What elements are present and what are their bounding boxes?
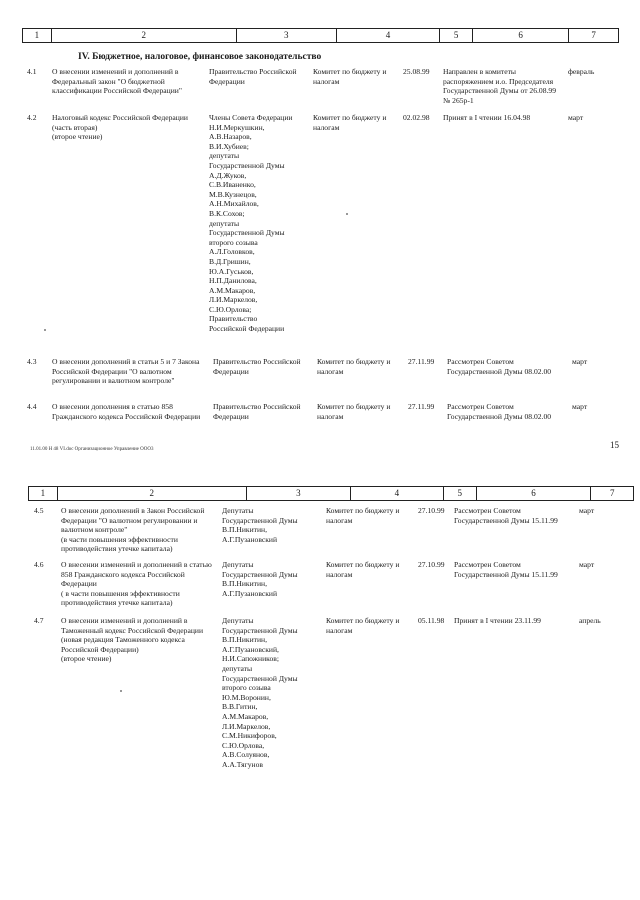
submission-date: 27.11.99 — [408, 402, 435, 411]
submission-date: 02.02.98 — [403, 113, 430, 122]
responsible-committee: Комитет по бюджету и налогам — [326, 616, 400, 635]
bill-authors: Депутаты Государственной Думы В.П.Никитин, А.Г.Пузановский — [222, 506, 298, 544]
row-number: 4.7 — [34, 616, 44, 625]
planned-month: февраль — [568, 67, 595, 76]
column-number: 4 — [337, 29, 440, 42]
bill-title: Налоговый кодекс Российской Федерации (часть вторая) (второе чтение) — [52, 113, 188, 142]
column-number: 5 — [440, 29, 473, 42]
responsible-committee: Комитет по бюджету и налогам — [317, 402, 391, 421]
row-number: 4.6 — [34, 560, 44, 569]
column-number: 6 — [477, 487, 592, 500]
responsible-committee: Комитет по бюджету и налогам — [317, 357, 391, 376]
bill-authors: Члены Совета Федерации Н.И.Меркушкин, А.В.Назаров, В.И.Хубиев; депутаты Государственной Думы А.Д.Жуков, С.В.Иваненко, М.В.Кузнецов, А.Н.Михайлов, В.К.Сохов; депутаты Государственной Думы второго созыва А.Л.Головков, В.Д.Гришин, Ю.А.Гуськов, Н.П.Данилова, А.М.Макаров, Л.И.Маркелов, С.Ю.Орлова; Правительство Российской Федерации — [209, 113, 293, 334]
bill-status: Рассмотрен Советом Государственной Думы 15.11.99 — [454, 560, 558, 579]
bill-status: Рассмотрен Советом Государственной Думы 08.02.00 — [447, 357, 552, 376]
scan-speck — [44, 329, 46, 331]
planned-month: март — [579, 560, 595, 569]
responsible-committee: Комитет по бюджету и налогам — [326, 506, 400, 525]
responsible-committee: Комитет по бюджету и налогам — [313, 67, 387, 86]
column-number: 4 — [351, 487, 444, 500]
bill-title: О внесении изменений и дополнений в статью 858 Гражданского кодекса Российской Федерации ( в части повышения эффективности противодействия утечке капитала) — [61, 560, 212, 608]
column-number: 3 — [237, 29, 337, 42]
bill-authors: Правительство Российской Федерации — [209, 67, 297, 86]
bill-title: О внесении изменений и дополнений в Таможенный кодекс Российской Федерации (новая редакция Таможенного кодекса Российской Федерации) (второе чтение) — [61, 616, 204, 664]
scan-speck — [346, 213, 348, 215]
planned-month: март — [579, 506, 595, 515]
column-number-header — [28, 486, 634, 501]
responsible-committee: Комитет по бюджету и налогам — [326, 560, 400, 579]
bill-title: О внесении дополнений в Закон Российской Федерации "О валютном регулировании и валютном контроле" (в части повышения эффективности противодействия утечке капитала) — [61, 506, 205, 554]
bill-title: О внесении изменений и дополнений в Федеральный закон "О бюджетной классификации Российской Федерации" — [52, 67, 182, 96]
column-number: 5 — [444, 487, 477, 500]
column-number: 1 — [23, 29, 52, 42]
bill-title: О внесении дополнения в статью 858 Гражданского кодекса Российской Федерации — [52, 402, 201, 421]
column-number: 1 — [29, 487, 58, 500]
bill-status: Рассмотрен Советом Государственной Думы 08.02.00 — [447, 402, 552, 421]
column-number: 3 — [247, 487, 351, 500]
planned-month: март — [568, 113, 584, 122]
responsible-committee: Комитет по бюджету и налогам — [313, 113, 387, 132]
column-number: 6 — [473, 29, 569, 42]
row-number: 4.5 — [34, 506, 44, 515]
bill-title: О внесении дополнений в статьи 5 и 7 Закона Российской Федерации "О валютном регулировании и валютном контроле" — [52, 357, 200, 386]
submission-date: 27.10.99 — [418, 506, 445, 515]
page-number: 15 — [610, 440, 619, 450]
column-number: 7 — [609, 488, 615, 498]
column-number: 2 — [58, 487, 247, 500]
section-title: IV. Бюджетное, налоговое, финансовое законодательство — [78, 52, 322, 62]
column-number: 7 — [591, 30, 596, 40]
submission-date: 27.11.99 — [408, 357, 435, 366]
row-number: 4.1 — [27, 67, 37, 76]
bill-authors: Правительство Российской Федерации — [213, 357, 301, 376]
planned-month: март — [572, 402, 588, 411]
bill-status: Принят в I чтении 23.11.99 — [454, 616, 541, 625]
bill-status: Направлен в комитеты распоряжением и.о. Председателя Государственной Думы от 26.08.99 № 265р-1 — [443, 67, 556, 105]
submission-date: 27.10.99 — [418, 560, 445, 569]
column-number: 2 — [52, 29, 237, 42]
bill-status: Принят в I чтении 16.04.98 — [443, 113, 531, 122]
row-number: 4.2 — [27, 113, 37, 122]
bill-status: Рассмотрен Советом Государственной Думы 15.11.99 — [454, 506, 558, 525]
row-number: 4.3 — [27, 357, 37, 366]
planned-month: апрель — [579, 616, 601, 625]
submission-date: 25.08.99 — [403, 67, 430, 76]
scan-speck — [120, 690, 122, 692]
page-16 — [0, 470, 640, 900]
column-number-header — [22, 28, 619, 43]
bill-authors: Депутаты Государственной Думы В.П.Никитин, А.Г.Пузановский — [222, 560, 298, 598]
row-number: 4.4 — [27, 402, 37, 411]
document-footer: 11.01.00 Н 48 VI.doc Организационное Управление ООО3 — [30, 447, 154, 452]
submission-date: 05.11.98 — [418, 616, 445, 625]
bill-authors: Депутаты Государственной Думы В.П.Никитин, А.Г.Пузановский, Н.И.Сапожников; депутаты Государственной Думы второго созыва Ю.М.Воронин, В.В.Гитин, А.М.Макаров, Л.И.Маркелов, С.М.Никифоров, С.Ю.Орлова, А.В.Солуянов, А.А.Тягунов — [222, 616, 298, 769]
bill-authors: Правительство Российской Федерации — [213, 402, 301, 421]
planned-month: март — [572, 357, 588, 366]
